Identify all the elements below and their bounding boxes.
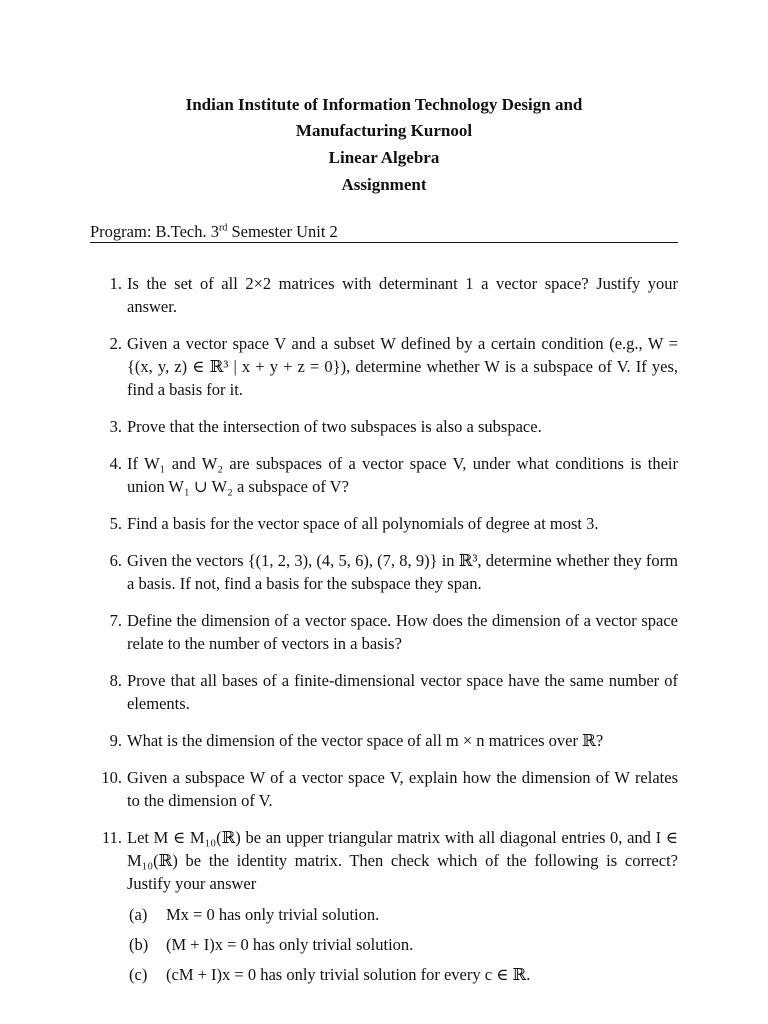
question-text: Find a basis for the vector space of all polynomials of degree at most 3.	[127, 514, 599, 533]
question-2	[90, 332, 678, 401]
question-8	[90, 669, 678, 715]
question-5	[90, 512, 678, 535]
question-number: 11.	[101, 828, 122, 847]
question-number: 4.	[109, 454, 122, 473]
question-4	[90, 452, 678, 498]
question-1	[90, 272, 678, 318]
question-text: What is the dimension of the vector space of all m × n matrices over ℝ?	[127, 731, 604, 750]
option-a	[127, 903, 678, 926]
option-text: (M + I)x = 0 has only trivial solution.	[166, 935, 414, 954]
institute-name-line1: Indian Institute of Information Technology Design and	[185, 95, 583, 114]
question-number: 9.	[109, 731, 122, 750]
question-9	[90, 729, 678, 752]
question-text: Is the set of all 2×2 matrices with determinant 1 a vector space? Justify your answer.	[127, 274, 678, 316]
option-text: Mx = 0 has only trivial solution.	[166, 905, 380, 924]
question-text: Define the dimension of a vector space. How does the dimension of a vector space relate to the number of vectors in a basis?	[127, 611, 678, 653]
question-7	[90, 609, 678, 655]
option-b	[127, 933, 678, 956]
course-title: Linear Algebra	[328, 148, 440, 167]
question-text: Given a subspace W of a vector space V, explain how the dimension of W relates to the dimension of V.	[127, 768, 678, 810]
question-number: 2.	[109, 334, 122, 353]
question-number: 5.	[109, 514, 122, 533]
option-c	[127, 963, 678, 986]
question-text: Given a vector space V and a subset W defined by a certain condition (e.g., W = {(x, y, z) ∈ ℝ³ | x + y + z = 0}), determine whether W is a subspace of V. If yes, find a basis for it.	[127, 334, 678, 399]
program-suffix: Semester Unit 2	[227, 222, 338, 241]
question-list	[90, 272, 678, 1000]
question-10	[90, 766, 678, 812]
question-text: If W₁ and W₂ are subspaces of a vector space V, under what conditions is their union W₁ ∪ W₂ a subspace of V?	[127, 454, 678, 496]
program-prefix: Program: B.Tech. 3	[90, 222, 219, 241]
question-3	[90, 415, 678, 438]
question-11	[90, 826, 678, 986]
question-number: 1.	[109, 274, 122, 293]
question-number: 8.	[109, 671, 122, 690]
question-number: 3.	[109, 417, 122, 436]
option-letter: (b)	[129, 935, 149, 954]
question-text: Let M ∈ M₁₀(ℝ) be an upper triangular matrix with all diagonal entries 0, and I ∈ M₁₀(ℝ) be the identity matrix. Then check which of the following is correct? Justify your answer	[127, 828, 678, 893]
option-letter: (a)	[129, 905, 148, 924]
document-header	[90, 92, 678, 198]
question-6	[90, 549, 678, 595]
question-number: 7.	[109, 611, 122, 630]
question-number: 10.	[101, 768, 122, 787]
question-11-options	[127, 903, 678, 986]
question-text: Prove that all bases of a finite-dimensional vector space have the same number of elements.	[127, 671, 678, 713]
option-letter: (c)	[129, 965, 148, 984]
institute-name-line2: Manufacturing Kurnool	[295, 121, 473, 140]
document-type: Assignment	[341, 175, 427, 194]
question-text: Prove that the intersection of two subspaces is also a subspace.	[127, 417, 542, 436]
question-text: Given the vectors {(1, 2, 3), (4, 5, 6), (7, 8, 9)} in ℝ³, determine whether they form a basis. If not, find a basis for the subspace they span.	[127, 551, 678, 593]
option-text: (cM + I)x = 0 has only trivial solution for every c ∈ ℝ.	[166, 965, 531, 984]
program-line	[90, 222, 678, 243]
question-number: 6.	[109, 551, 122, 570]
program-ordinal: rd	[219, 222, 228, 234]
